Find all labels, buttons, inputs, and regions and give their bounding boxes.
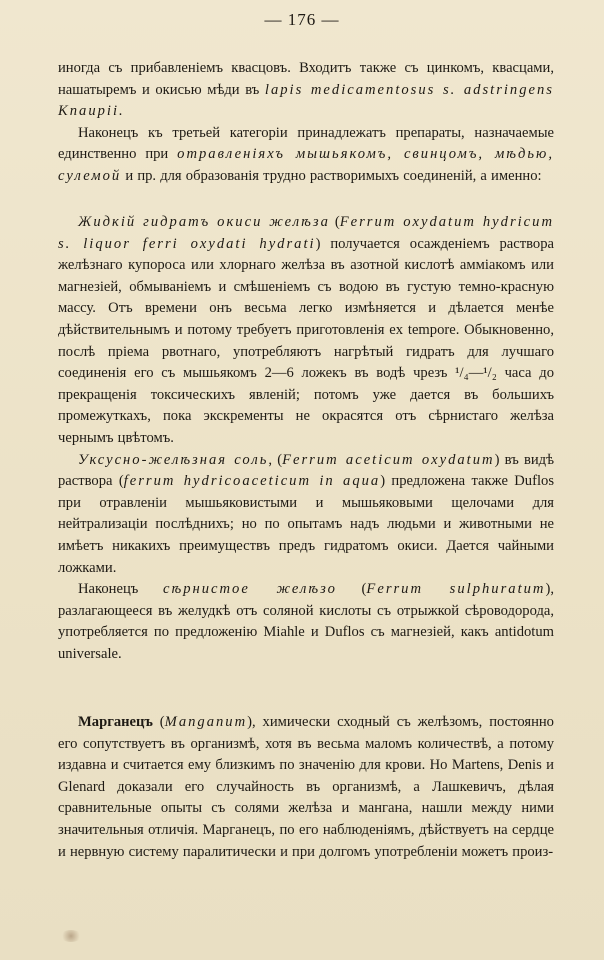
paragraph <box>58 58 554 123</box>
italic-term: Уксусно-желѣзная соль <box>78 451 269 468</box>
text-run: , ( <box>268 451 283 468</box>
ink-smudge <box>60 930 82 942</box>
italic-term: lapis medicamentosus s. adstringens Knaupii. <box>58 81 554 120</box>
text-run: Наконецъ <box>78 581 163 598</box>
text-block-preparations <box>58 58 554 188</box>
italic-term: Manganum <box>164 714 248 730</box>
paragraph <box>58 123 554 188</box>
text-run: ) предложена также Duflos при отравленіи мышьяковистыми и мышьяковыми щелочами для нейтрализаціи послѣднихъ; но по опытамъ надъ людьми и животными не имѣетъ никакихъ преимуществъ предъ гидратомъ окиси. Дается чайными ложками. <box>58 473 554 576</box>
text-run: Наконецъ къ третьей категоріи принадлежатъ препараты, назначаемые единственно при <box>58 124 554 163</box>
paragraph <box>58 212 554 450</box>
text-block-manganese <box>58 712 554 863</box>
italic-term: сѣрнистое желѣзо <box>162 581 337 598</box>
italic-term: Ferrum oxydatum hydricum s. liquor ferri oxydati hydrati <box>58 214 554 252</box>
paragraph <box>58 450 554 580</box>
page-number: — 176 — <box>264 10 340 29</box>
italic-term: ferrum hydricoaceticum in aqua <box>123 473 381 490</box>
italic-term: Жидкій гидратъ окиси желѣза <box>78 214 330 230</box>
text-run: ( <box>152 714 165 730</box>
text-run: ) въ видѣ раствора ( <box>58 451 555 490</box>
text-run: ( <box>336 581 367 598</box>
italic-term: Ferrum aceticum oxydatum <box>282 451 495 468</box>
text-run: ( <box>329 214 340 230</box>
text-run: ) получается осажденіемъ раствора желѣзнаго купороса или хлорнаго желѣза въ азотной кислотѣ амміакомъ или магнезіей, обмываніемъ и смѣшеніемъ съ водою въ густую темно-красную массу. Отъ времени онъ весьма легко измѣняется и дѣлается менѣе дѣйствительнымъ и потому требуетъ приготовленія ex tempore. Обыкновенно, послѣ пріема рвотнаго, употребляютъ нагрѣтый гидратъ для лучшаго соединенія его съ мышьякомъ 2—6 ложекъ въ водѣ чрезъ ¹/₄—¹/₂ часа до прекращенія токсическихъ явленій; потомъ уже дается въ большихъ промежуткахъ, пока экскременты не окрасятся отъ сѣрнистаго желѣза чернымъ цвѣтомъ. <box>58 235 554 446</box>
section-divider <box>58 700 554 701</box>
text-run: иногда съ прибавленіемъ квасцовъ. Входитъ также съ цинкомъ, квасцами, нашатыремъ и окисью мѣди въ <box>58 60 554 98</box>
bold-heading: Марганецъ <box>78 714 153 730</box>
paragraph <box>58 579 554 665</box>
text-run: ), разлагающееся въ желудкѣ отъ соляной кислоты съ отрыжкой сѣроводорода, употребляется по предложенію Miahle и Duflos съ магнезіей, какъ antidotum universale. <box>58 581 554 662</box>
text-run: и пр. для образованія трудно растворимыхъ соединеній, а именно: <box>121 167 542 184</box>
italic-term: отравленіяхъ мышьякомъ, свинцомъ, мѣдью, сулемой <box>58 146 554 184</box>
text-run: ), химически сходный съ желѣзомъ, постоянно его сопутствуетъ въ организмѣ, хотя въ весьма маломъ количествѣ, а потому издавна и считается ему близкимъ по значенію для крови. Но Martens, Denis и Glenard доказали его случайность въ организмѣ, а Лашкевичъ, дѣлая сравнительные опыты съ солями желѣза и мангана, нашли между ними значительныя отличія. Марганецъ, по его наблюденіямъ, дѣйствуетъ на сердце и нервную систему паралитически и при долгомъ употребленіи можетъ произ- <box>58 714 554 860</box>
text-block-iron-antidotes <box>58 212 554 665</box>
italic-term: Ferrum sulphuratum <box>366 581 546 598</box>
paragraph <box>58 712 554 863</box>
